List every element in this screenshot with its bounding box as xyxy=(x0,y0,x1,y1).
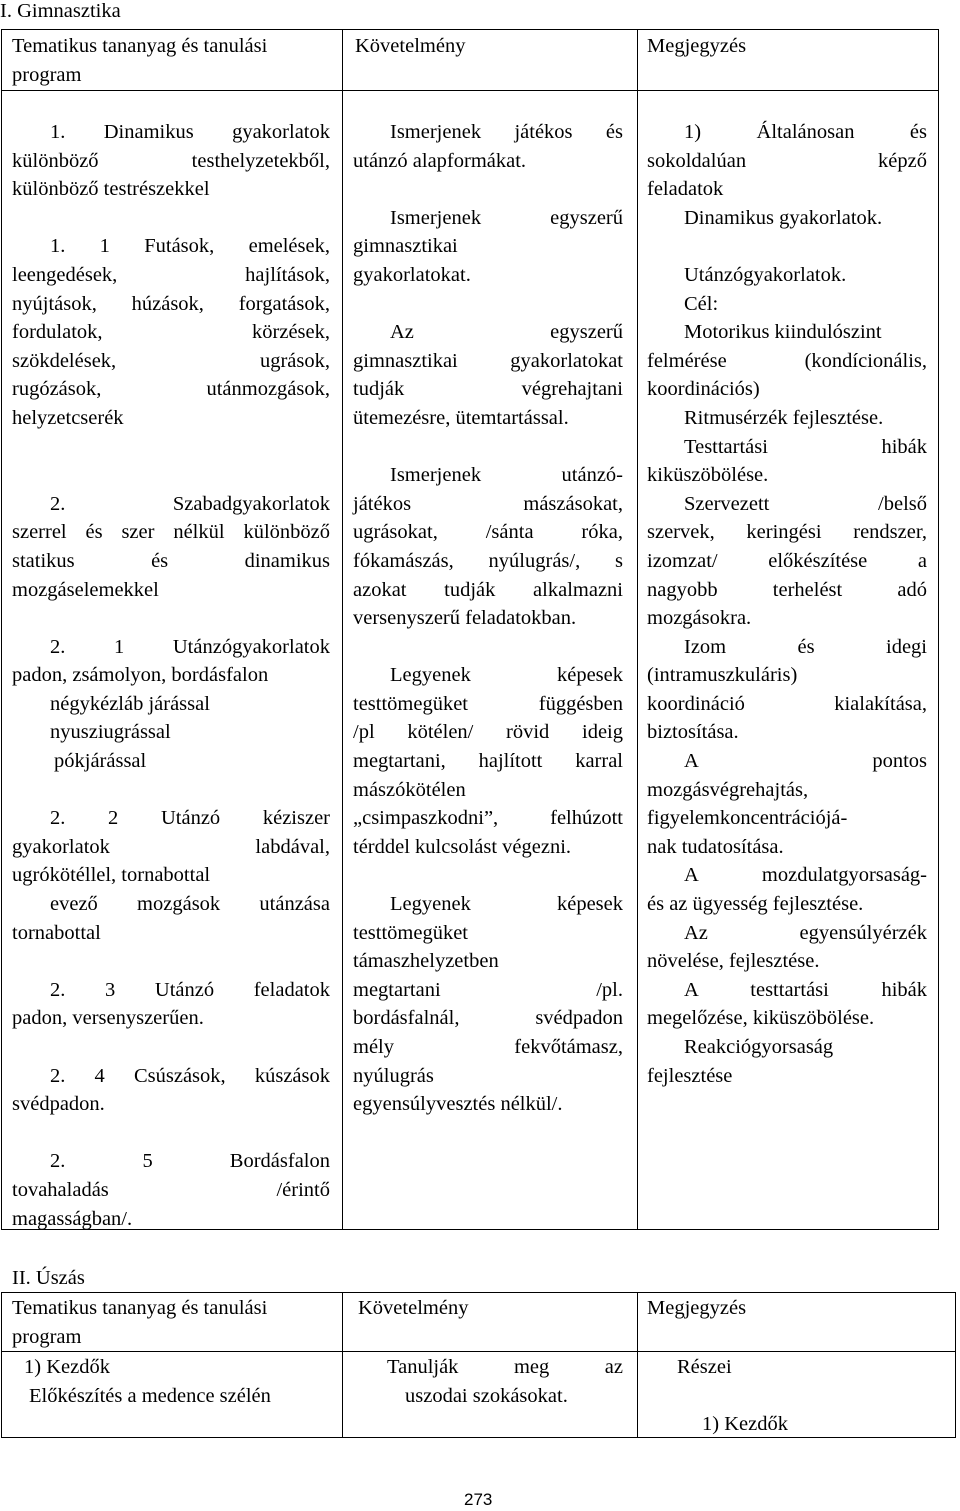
notes-line: (intramuszkuláris) xyxy=(647,664,798,687)
table-header-divider xyxy=(1,90,939,91)
notes-line: izomzat/ előkészítése a xyxy=(647,549,927,572)
program-line: fordulatok, körzések, xyxy=(12,321,330,344)
program-line: 2. 2 Utánzó kéziszer xyxy=(50,807,330,830)
notes-line: figyelemkoncentrációjá- xyxy=(647,807,848,830)
program-line: gyakorlatok labdával, xyxy=(12,835,330,858)
notes-line: sokoldalúan képző xyxy=(647,149,927,172)
header-text: Tematikus tananyag és tanulási xyxy=(12,1297,268,1319)
program-line: különböző testrészekkel xyxy=(12,178,210,201)
requirement-line: utánzó alapformákat. xyxy=(353,149,527,172)
requirement-line: Ismerjenek utánzó- xyxy=(390,464,623,487)
notes-line: fejlesztése xyxy=(647,1064,733,1087)
table-column-divider xyxy=(342,29,343,1230)
header-cell-kovetelmeny xyxy=(355,32,625,61)
requirement-cell xyxy=(353,1353,623,1410)
requirement-line: fókamászás, nyúlugrás/, s xyxy=(353,549,623,572)
requirement-line: /pl kötélen/ rövid ideig xyxy=(353,721,623,744)
notes-line: Részei xyxy=(677,1356,732,1378)
notes-line: A pontos xyxy=(684,750,927,773)
requirement-line: testtömegüket függésben xyxy=(353,692,623,715)
program-line: tornabottal xyxy=(12,921,101,944)
section-heading-uszas: II. Úszás xyxy=(12,1267,85,1289)
notes-line: Dinamikus gyakorlatok. xyxy=(684,206,883,229)
table-column-divider xyxy=(342,1292,343,1438)
notes-line: felmérése (kondícionális, xyxy=(647,349,927,372)
program-line: szerrel és szer nélkül különböző xyxy=(12,521,330,544)
page-number: 273 xyxy=(464,1490,493,1509)
requirement-line: ütemezésre, ütemtartással. xyxy=(353,406,569,429)
program-line: 1. 1 Futások, emelések, xyxy=(50,235,330,258)
header-text: Megjegyzés xyxy=(647,1297,747,1319)
notes-line: Ritmusérzék fejlesztése. xyxy=(684,406,884,429)
requirement-line: bordásfalnál, svédpadon xyxy=(353,1007,623,1030)
program-line: leengedések, hajlítások, xyxy=(12,263,330,286)
notes-line: Izom és idegi xyxy=(684,635,927,658)
requirement-line: egyensúlyvesztés nélkül/. xyxy=(353,1093,563,1116)
notes-line: A testtartási hibák xyxy=(684,978,927,1001)
program-line: pókjárással xyxy=(54,750,147,773)
notes-line: koordinációs) xyxy=(647,378,760,401)
notes-line: biztosítása. xyxy=(647,721,739,744)
requirement-line: Legyenek képesek xyxy=(390,664,623,687)
program-line: statikus és dinamikus xyxy=(12,549,330,572)
program-column xyxy=(12,118,330,1233)
program-line: nyusziugrással xyxy=(50,721,171,744)
notes-line: Motorikus kiindulószint xyxy=(684,321,882,344)
requirement-line: gimnasztikai gyakorlatokat xyxy=(353,349,623,372)
notes-line: Szervezett /belső xyxy=(684,492,927,515)
notes-cell xyxy=(647,1353,927,1438)
notes-line: A mozdulatgyorsaság- xyxy=(684,864,927,887)
program-line: magasságban/. xyxy=(12,1207,133,1230)
program-line: tovahaladás /érintő xyxy=(12,1178,330,1201)
notes-line: Cél: xyxy=(684,292,719,315)
program-line: evező mozgások utánzása xyxy=(50,893,330,916)
header-cell-megjegyzes xyxy=(647,32,927,61)
notes-line: koordináció kialakítása, xyxy=(647,692,927,715)
requirement-line: ugrásokat, /sánta róka, xyxy=(353,521,623,544)
requirement-line: uszodai szokásokat. xyxy=(405,1384,568,1407)
header-text: Követelmény xyxy=(358,1297,469,1319)
program-line: négykézláb járással xyxy=(50,692,210,715)
program-line: 2. 1 Utánzógyakorlatok xyxy=(50,635,330,658)
notes-line: Reakciógyorsaság xyxy=(684,1036,834,1058)
program-line: különböző testhelyzetekből, xyxy=(12,149,330,172)
notes-line: megelőzése, kiküszöbölése. xyxy=(647,1007,875,1030)
program-cell xyxy=(12,1353,332,1410)
notes-line: Testtartási hibák xyxy=(684,435,927,458)
notes-line: Utánzógyakorlatok. xyxy=(684,263,847,286)
requirement-line: testtömegüket xyxy=(353,921,469,944)
program-line: ugrókötéllel, tornabottal xyxy=(12,864,211,887)
requirement-line: mászókötélen xyxy=(353,778,466,801)
notes-column xyxy=(647,118,927,1090)
header-text: Követelmény xyxy=(355,35,466,57)
header-cell-program xyxy=(12,32,332,89)
program-line: svédpadon. xyxy=(12,1093,105,1116)
program-line: 2. Szabadgyakorlatok xyxy=(50,492,330,515)
program-line: 2. 4 Csúszások, kúszások xyxy=(50,1064,330,1087)
notes-line: mozgásokra. xyxy=(647,607,752,630)
requirement-line: mély fekvőtámasz, xyxy=(353,1036,623,1058)
program-line: padon, zsámolyon, bordásfalon xyxy=(12,664,269,687)
requirement-line: gimnasztikai xyxy=(353,235,458,258)
program-line: 2. 5 Bordásfalon xyxy=(50,1150,330,1173)
requirement-line: nyúlugrás xyxy=(353,1064,434,1087)
program-line: 2. 3 Utánzó feladatok xyxy=(50,978,330,1001)
requirement-line: versenyszerű feladatokban. xyxy=(353,607,577,630)
header-text: program xyxy=(12,1325,82,1348)
table-column-divider xyxy=(637,29,638,1230)
notes-line: 1) Általánosan és xyxy=(684,121,927,143)
notes-line: 1) Kezdők xyxy=(702,1412,788,1435)
table-column-divider xyxy=(637,1292,638,1438)
requirement-line: támaszhelyzetben xyxy=(353,950,499,973)
program-line: rugózások, utánmozgások, xyxy=(12,378,330,401)
header-text: Tematikus tananyag és tanulási xyxy=(12,35,268,57)
notes-line: feladatok xyxy=(647,178,724,201)
requirement-line: tudják végrehajtani xyxy=(353,378,623,401)
requirement-line: térddel kulcsolást végezni. xyxy=(353,835,572,858)
requirement-line: „csimpaszkodni”, felhúzott xyxy=(353,807,623,830)
header-cell-megjegyzes xyxy=(647,1294,927,1323)
notes-line: növelése, fejlesztése. xyxy=(647,950,820,973)
requirement-line: Legyenek képesek xyxy=(390,893,623,916)
requirement-line: megtartani /pl. xyxy=(353,978,623,1001)
requirement-line: megtartani, hajlított karral xyxy=(353,750,623,773)
program-line: mozgáselemekkel xyxy=(12,578,159,601)
notes-line: Az egyensúlyérzék xyxy=(684,921,927,944)
header-text: Megjegyzés xyxy=(647,35,747,57)
program-line: Előkészítés a medence szélén xyxy=(29,1384,271,1407)
requirement-line: Ismerjenek egyszerű xyxy=(390,206,623,229)
program-line: helyzetcserék xyxy=(12,406,124,429)
program-line: padon, versenyszerűen. xyxy=(12,1007,204,1030)
requirement-column xyxy=(353,118,623,1119)
notes-line: és az ügyesség fejlesztése. xyxy=(647,893,864,916)
header-cell-program xyxy=(12,1294,332,1351)
header-cell-kovetelmeny xyxy=(358,1294,628,1323)
notes-line: nagyobb terhelést adó xyxy=(647,578,927,601)
program-line: szökdelések, ugrások, xyxy=(12,349,330,372)
requirement-line: Az egyszerű xyxy=(390,321,623,344)
requirement-line: Ismerjenek játékos és xyxy=(390,121,623,143)
requirement-line: Tanulják meg az xyxy=(387,1356,623,1378)
requirement-line: gyakorlatokat. xyxy=(353,263,471,286)
header-text: program xyxy=(12,63,82,86)
notes-line: kiküszöbölése. xyxy=(647,464,769,487)
program-line: 1) Kezdők xyxy=(24,1356,110,1378)
notes-line: szervek, keringési rendszer, xyxy=(647,521,927,544)
requirement-line: azokat tudják alkalmazni xyxy=(353,578,623,601)
requirement-line: játékos mászásokat, xyxy=(353,492,623,515)
program-line: nyújtások, húzások, forgatások, xyxy=(12,292,330,315)
notes-line: nak tudatosítása. xyxy=(647,835,784,858)
section-heading-gimnasztika: I. Gimnasztika xyxy=(0,0,121,22)
notes-line: mozgásvégrehajtás, xyxy=(647,778,809,801)
program-line: 1. Dinamikus gyakorlatok xyxy=(50,121,330,143)
